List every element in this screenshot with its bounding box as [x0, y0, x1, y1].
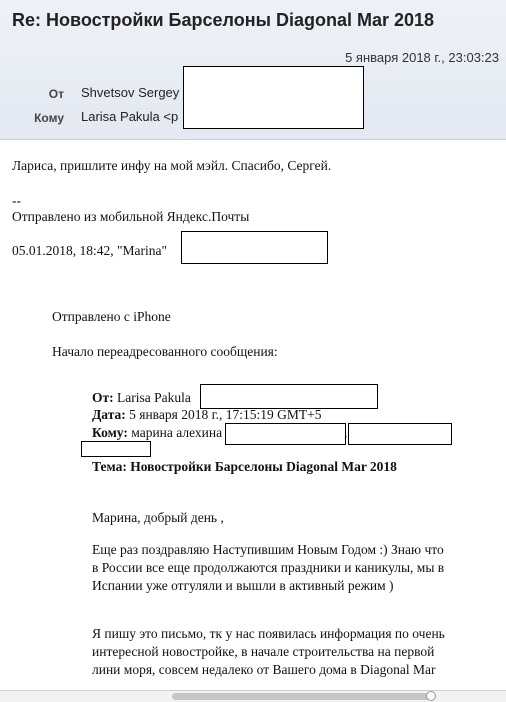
paragraph-new-building: Я пишу это письмо, тк у нас появилась информация по очень интересной новостройке, в начале строительства на первой лини моря, совсем недалеко от Вашего дома в Diagonal Mar	[92, 626, 445, 677]
signature-separator: --	[12, 193, 21, 208]
forwarded-message-label: Начало переадресованного сообщения:	[52, 344, 278, 359]
fwd-to-row	[92, 425, 222, 441]
horizontal-scrollbar[interactable]	[0, 690, 506, 702]
message-header	[0, 0, 506, 140]
fwd-from-value[interactable]: Larisa Pakula	[117, 390, 191, 405]
fwd-subject-row	[92, 459, 397, 475]
to-value[interactable]: Larisa Pakula <p	[81, 109, 179, 124]
fwd-date-value: 5 января 2018 г., 17:15:19 GMT+5	[129, 407, 322, 422]
redacted-box	[348, 423, 452, 445]
fwd-from-row	[92, 390, 191, 406]
scrollbar-thumb[interactable]	[172, 693, 432, 700]
fwd-date-label: Дата:	[92, 407, 126, 422]
fwd-subject-value: Новостройки Барселоны Diagonal Mar 2018	[130, 459, 397, 474]
message-subject: Re: Новостройки Барселоны Diagonal Mar 2018	[12, 10, 435, 30]
fwd-from-label: От:	[92, 390, 114, 405]
sent-from-iphone: Отправлено с iPhone	[52, 309, 171, 324]
reply-text: Лариса, пришлите инфу на мой мэйл. Спасибо, Сергей.	[12, 158, 332, 173]
redacted-box	[225, 423, 346, 445]
from-value[interactable]: Shvetsov Sergey	[81, 85, 180, 100]
fwd-to-label: Кому:	[92, 425, 128, 440]
redacted-box	[181, 231, 328, 264]
signature-text: Отправлено из мобильной Яндекс.Почты	[12, 209, 250, 224]
paragraph-new-year: Еще раз поздравляю Наступившим Новым Годом :) Знаю что в России все еще продолжаются праздники и каникулы, мы в Испании уже отгуляли и вышли в активный режим )	[92, 542, 445, 593]
redacted-box	[183, 66, 364, 129]
to-label: Кому	[34, 111, 64, 125]
from-label: От	[48, 87, 64, 101]
message-date: 5 января 2018 г., 23:03:23	[345, 50, 499, 65]
fwd-to-value[interactable]: марина алехина	[131, 425, 223, 440]
fwd-subject-label: Тема:	[92, 459, 127, 474]
redacted-box	[81, 441, 151, 457]
greeting: Марина, добрый день ,	[92, 510, 224, 525]
redacted-box	[200, 384, 378, 409]
fwd-to-separator: ,	[344, 425, 348, 440]
quote-header: 05.01.2018, 18:42, "Marina"	[12, 243, 168, 258]
scrollbar-knob[interactable]	[426, 691, 436, 701]
fwd-date-row	[92, 407, 321, 423]
